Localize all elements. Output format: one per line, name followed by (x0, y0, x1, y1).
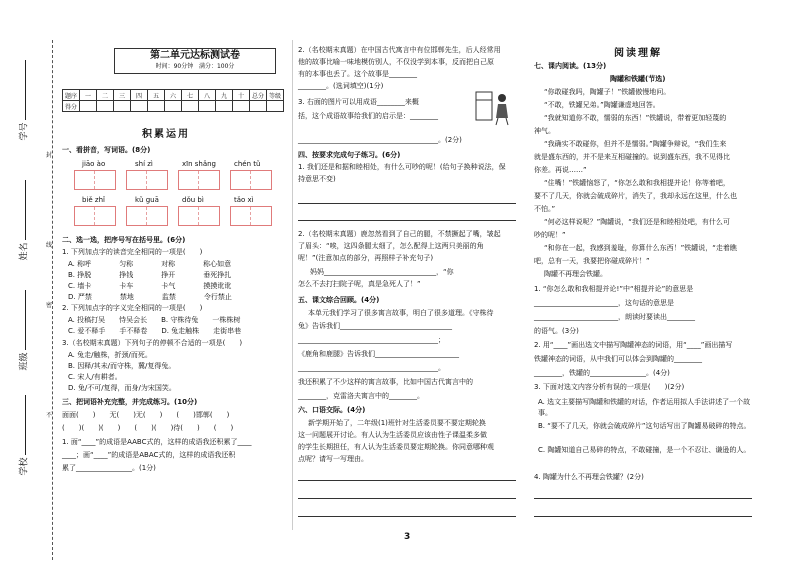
pinyin-1: jiāo ào (82, 160, 106, 168)
score-cell: 六 (165, 90, 182, 101)
score-cell: 二 (97, 90, 114, 101)
q5-1b: 兔》告诉我们________________________________ (298, 322, 452, 330)
writing-grid[interactable] (178, 170, 220, 190)
score-cell: 一 (80, 90, 97, 101)
q3-heading: 三、把词语补充完整，并完成练习。(10分) (62, 398, 198, 406)
q5-heading: 五、课文综合回顾。(4分) (298, 296, 380, 304)
q7-2b: 铁罐神态的词语，从中我们可以体会到陶罐的________ (534, 355, 702, 363)
section-title-reading: 阅读理解 (614, 48, 662, 59)
score-input-cell[interactable] (233, 101, 250, 112)
writing-grid[interactable] (178, 206, 220, 226)
name-line (25, 180, 26, 240)
column-divider (292, 40, 293, 530)
column-1 (62, 40, 284, 540)
exam-time: 时间：90分钟 (155, 63, 194, 70)
q3-2: 2.（名校期末真题）在中国古代寓言中有位邯郸先生，后人经常用 (298, 46, 501, 54)
school-line (25, 395, 26, 455)
q2-3: 3.（名校期末真题）下列句子的停顿不合适的一项是( ) (62, 339, 243, 347)
answer-line[interactable] (298, 480, 516, 481)
q7-2: 2. 用“____”画出选文中描写陶罐神态的词语，用“____”画出描写 (534, 341, 733, 349)
passage-line: “住嘴！”铁罐恼怒了，“你怎么敢和我相提并论！你等着吧， (544, 179, 730, 187)
answer-line[interactable] (298, 516, 516, 517)
q6-heading: 六、口语交际。(4分) (298, 406, 366, 414)
pinyin-2: shí zì (135, 160, 153, 168)
score-cell: 五 (148, 90, 165, 101)
passage-line: 要不了几天，你就会破成碎片，消失了，我却永远在这里，什么也 (534, 192, 737, 200)
q4-1: 1. 我们还是和据和睦相处，有什么可吵的呢！(给句子换种说法，保 (298, 163, 506, 171)
q3-2c: 有的本事也丢了。这个故事是________ (298, 70, 417, 78)
passage-line: “何必这样说呢？”陶罐说，“我们还是和睦相处吧，有什么可 (544, 218, 730, 226)
q4-2d: 妈妈________________________________，“你 (310, 268, 454, 276)
passage-line: “我确实不敢碰你，但并不是懦弱。”陶罐争辩说，“我们生来 (544, 140, 727, 148)
cut-text-2: 线 (46, 242, 53, 249)
passage-line: 吧，总有一天，我要把你碰成碎片！” (534, 257, 650, 265)
q6-1: 新学期开始了，二年级(1)班针对生活委员要不要定期轮换 (308, 419, 486, 427)
exam-title: 第二单元达标测试卷 (150, 50, 240, 61)
number-label: 学号 (19, 122, 30, 141)
writing-grid[interactable] (74, 206, 116, 226)
answer-line[interactable] (298, 498, 516, 499)
score-input-cell[interactable] (97, 101, 114, 112)
passage-line: 不怕。” (534, 205, 556, 213)
class-label: 班级 (19, 352, 30, 371)
section-title-accumulation: 积累运用 (142, 129, 190, 140)
q3-words-2: ( )( )( ) ( )( )待( ) ( ) (62, 424, 234, 432)
passage-title: 陶罐和铁罐(节选) (610, 75, 666, 83)
score-cell: 十 (233, 90, 250, 101)
pinyin-4: chén tǔ (234, 160, 261, 168)
writing-grid[interactable] (126, 170, 168, 190)
q2-1-option: C. 墙卡 卡车 卡气 摸摸讹讹 (68, 282, 232, 290)
passage-line: 你差。再说……” (534, 166, 587, 174)
q2-2-option: A. 投稿打吴 恃吴会长 B. 守株待兔 一株株树 (68, 316, 241, 324)
answer-line[interactable] (534, 498, 752, 499)
passage-line: 就是盛东西的，并不是来互相碰撞的。说到盛东西，我不见得比 (534, 153, 730, 161)
q7-2c: ________，铁罐的________________。(4分) (534, 369, 670, 377)
number-line (25, 60, 26, 120)
q2-2: 2. 下列加点字的字义完全相同的一项是( ) (62, 304, 203, 312)
score-input-cell[interactable] (131, 101, 148, 112)
q3-1b: ____；画“____”的成语是ABAC式的，这样的成语我还积 (62, 451, 236, 459)
score-input-cell[interactable] (80, 101, 97, 112)
q6-1c: 的学生长期担任，有人认为生活委员要定期轮换。你同意哪种观 (298, 443, 494, 451)
column-3 (534, 40, 756, 540)
q7-3: 3. 下面对选文内容分析有误的一项是( )(2分) (534, 383, 685, 391)
pinyin-5: biě zhǐ (82, 196, 105, 204)
q3-3b: 括，这个成语故事给我们的启示是：________ (298, 112, 438, 120)
cut-text-4: 不 (46, 412, 53, 419)
q7-1c: ________________________，朗读时要读出________ (534, 313, 695, 321)
q7-4: 4. 陶罐为什么不再理会铁罐？(2分) (534, 473, 644, 481)
idiom-illustration (474, 88, 514, 126)
score-cell: 三 (114, 90, 131, 101)
q2-1-option: B. 挣脱 挣钱 挣开 垂死挣扎 (68, 271, 232, 279)
q2-2-option: C. 爱不释手 手不释卷 D. 兔走触株 走街串巷 (68, 327, 242, 335)
score-input-cell[interactable] (216, 101, 233, 112)
title-box (114, 48, 276, 74)
q7-1d: 的语气。(3分) (534, 327, 579, 335)
q2-heading: 二、选一选，把序号写在括号里。(6分) (62, 236, 186, 244)
passage-line: 神气。 (534, 127, 555, 135)
score-input-cell[interactable] (165, 101, 182, 112)
score-cell: 题序 (63, 90, 80, 101)
page-number: 3 (404, 532, 411, 542)
q2-1-option: D. 严禁 禁地 监禁 令行禁止 (68, 293, 232, 301)
score-input-cell[interactable] (182, 101, 199, 112)
q7-3-option: A. 选文主要描写陶罐和铁罐的对话，作者运用拟人手法讲述了一个故事。 (538, 398, 751, 417)
writing-grid[interactable] (126, 206, 168, 226)
pinyin-8: tǎo xì (234, 196, 254, 204)
q5-1d: 《鹿角和鹿腿》告诉我们________________________ (298, 350, 459, 358)
q3-words: 面面( ) 无( )无( ) ( )邯郸( ) (62, 411, 230, 419)
score-cell: 四 (131, 90, 148, 101)
q3-1c: 累了________________。(1分) (62, 464, 156, 472)
answer-line[interactable] (298, 203, 516, 204)
score-cell: 八 (199, 90, 216, 101)
passage-line: 吵的呢！” (534, 231, 566, 239)
q7-1b: ________________________，这句话的意思是 (534, 299, 674, 307)
q3-3c: ________________________________________。(2分) (298, 136, 462, 144)
q3-2d: ________。(选词填空)(1分) (298, 82, 384, 90)
q5-1g: ________，克雷洛夫寓言中的________。 (298, 392, 424, 400)
score-row-label: 得分 (63, 101, 80, 112)
q3-1: 1. 面“____”的成语是AABC式的，这样的成语我还积累了____ (62, 438, 252, 446)
score-input-cell[interactable] (267, 101, 284, 112)
q5-1e: ________________________________________。 (298, 364, 445, 372)
q3-2b: 他的故事比喻一味地模仿别人，不仅没学到本事，反而把自己原 (298, 58, 494, 66)
class-line (25, 290, 26, 350)
name-label: 姓名 (19, 242, 30, 261)
q2-1: 1. 下列加点字的读音完全相同的一项是( ) (62, 248, 203, 256)
q2-3-option: D. 兔/不可/复得，而身/为宋国笑。 (68, 384, 176, 392)
writing-grid[interactable] (230, 170, 272, 190)
score-cell: 九 (216, 90, 233, 101)
q5-1f: 我还积累了不少这样的寓言故事，比如中国古代寓言中的 (298, 378, 473, 386)
school-label: 学校 (19, 457, 30, 476)
q4-heading: 四、按要求完成句子练习。(6分) (298, 151, 401, 159)
q4-2b: 了眉头：“唉，这四条腿太细了，怎么配得上这两只美丽的角 (298, 242, 484, 250)
answer-line[interactable] (534, 516, 752, 517)
passage-line: 陶罐不再理会铁罐。 (544, 270, 607, 278)
binding-strip (0, 0, 60, 562)
column-2 (298, 40, 520, 540)
q2-3-option: C. 宋人/有耕者。 (68, 373, 122, 381)
q2-3-option: A. 兔走/触株，折颈/而死。 (68, 351, 152, 359)
pinyin-7: dǒu bì (182, 196, 204, 204)
score-cell: 总分 (250, 90, 267, 101)
exam-score: 满分：100分 (198, 63, 235, 70)
score-table-row (63, 101, 284, 112)
q6-1d: 点呢？请写一写理由。 (298, 455, 368, 463)
q2-3-option: B. 因释/其未/而守株，冀/复得兔。 (68, 362, 176, 370)
score-input-cell[interactable] (250, 101, 267, 112)
q7-3-option: B. “要不了几天，你就会破成碎片”这句话写出了陶罐易破碎的特点。 (538, 422, 751, 430)
cut-text-3: 密 (46, 302, 53, 309)
passage-line: “你敢碰我吗，陶罐子！”铁罐傲慢地问。 (544, 88, 671, 96)
score-cell: 等级 (267, 90, 284, 101)
score-table-header (63, 90, 284, 101)
q2-1-option: A. 称呼 匀称 对称 称心如意 (68, 260, 232, 268)
q7-3-option: C. 陶罐知道自己易碎的特点，不敢碰撞，是一个不忍让、谦逊的人。 (538, 446, 751, 454)
q4-2c: 呢！”(注意加点的部分，再照样子补充句子) (298, 254, 434, 262)
passage-line: “不敢，铁罐兄弟。”陶罐谦虚地回答。 (544, 101, 660, 109)
q4-1b: 持意思不变) (298, 175, 336, 183)
writing-grid[interactable] (74, 170, 116, 190)
score-cell: 七 (182, 90, 199, 101)
q1-heading: 一、看拼音，写词语。(8分) (62, 146, 151, 154)
q4-2e: 怎么不去打扫院子呢，真是急死人了！” (298, 280, 421, 288)
pinyin-3: xīn shǎng (182, 160, 217, 168)
score-input-cell[interactable] (199, 101, 216, 112)
answer-line[interactable] (298, 220, 516, 221)
q3-3: 3. 右面的图片可以用成语________来概 (298, 98, 419, 106)
score-table (62, 89, 284, 112)
q5-1c: ________________________________________； (298, 336, 445, 344)
q7-1: 1. “你怎么敢和我相提并论!”中“相提并论”的意思是 (534, 285, 694, 293)
q4-2: 2.（名校期末真题）鹿忽然看到了自己的腿，不禁撅起了嘴，皱起 (298, 230, 501, 238)
pinyin-6: kǔ guā (135, 196, 159, 204)
q6-1b: 这一问题展开讨论。有人认为生活委员应该由性子课温柔多做 (298, 431, 487, 439)
passage-line: “和你在一起，我感到羞耻，你算什么东西！”铁罐说，“走着瞧 (544, 244, 737, 252)
score-input-cell[interactable] (148, 101, 165, 112)
q7-heading: 七、课内阅读。(13分) (534, 62, 607, 70)
cut-text-1: 封 (46, 152, 53, 159)
writing-grid[interactable] (230, 206, 272, 226)
score-input-cell[interactable] (114, 101, 131, 112)
passage-line: “我就知道你不敢，懦弱的东西！”铁罐说，带着更加轻蔑的 (544, 114, 727, 122)
q5-1: 本单元我们学习了很多寓言故事，明白了很多道理。《守株待 (308, 309, 494, 317)
